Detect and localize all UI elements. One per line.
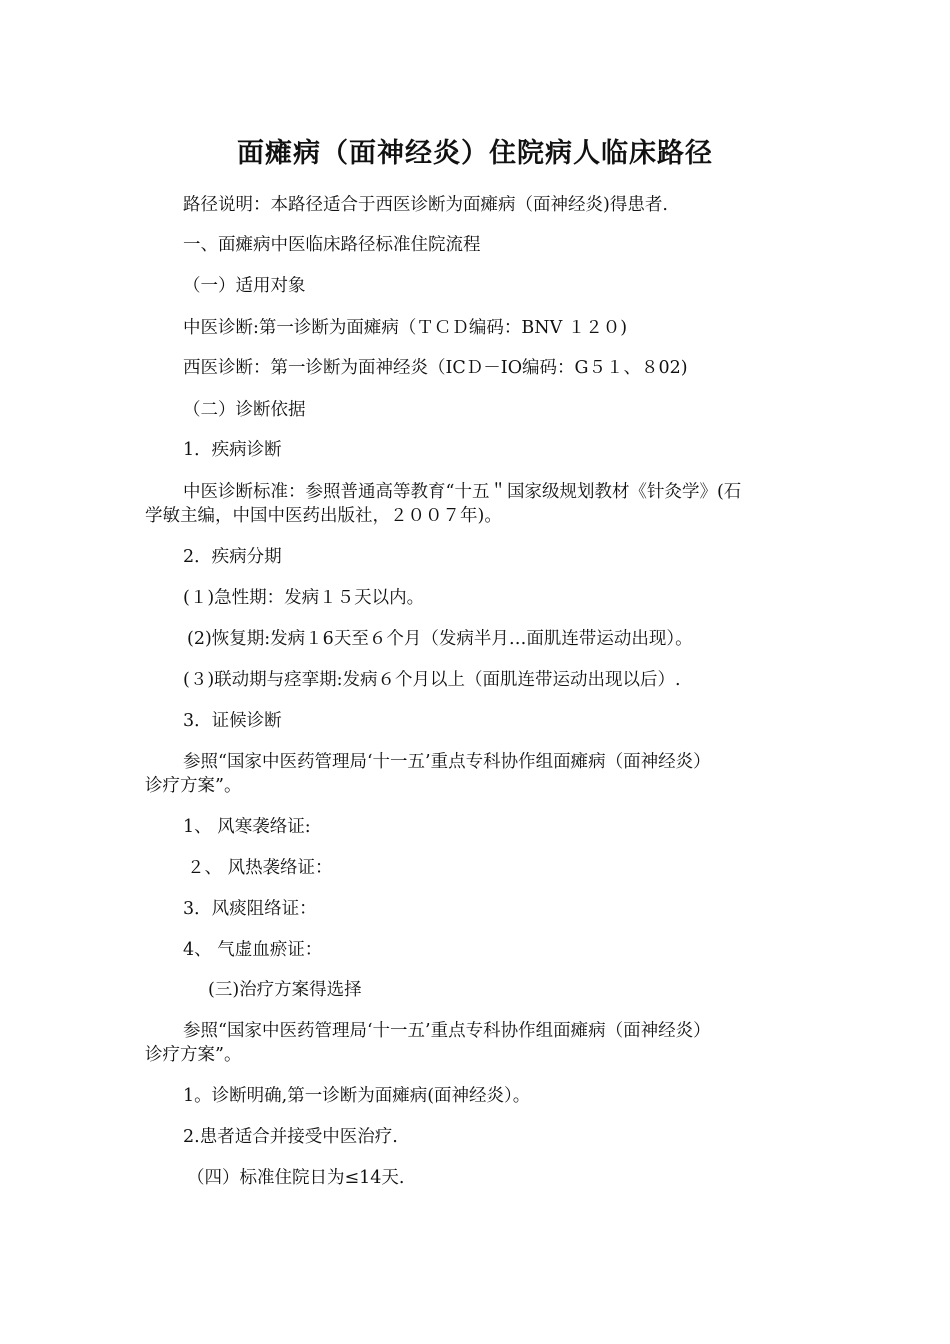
- paragraph-tcm-standard-line2: 学敏主编，中国中医药出版社，２００７年)。: [145, 506, 502, 526]
- paragraph-western-diagnosis: 西医诊断：第一诊断为面神经炎（ICＤ－IO编码：G５１、８02): [183, 358, 688, 378]
- treatment-item-2: 2.患者适合并接受中医治疗.: [183, 1127, 398, 1147]
- syndrome-item-3: 3．风痰阻络证：: [183, 899, 317, 919]
- document-title: 面瘫病（面神经炎）住院病人临床路径: [237, 138, 713, 169]
- paragraph-treatment-reference-line1: 参照“国家中医药管理局‘十一五’重点专科协作组面瘫病（面神经炎）: [183, 1021, 711, 1041]
- paragraph-reference-line1: 参照“国家中医药管理局‘十一五’重点专科协作组面瘫病（面神经炎）: [183, 752, 711, 772]
- paragraph-treatment-reference-line2: 诊疗方案”。: [145, 1045, 242, 1065]
- paragraph-reference-line2: 诊疗方案”。: [145, 776, 242, 796]
- item-disease-staging: 2．疾病分期: [183, 547, 282, 567]
- section-heading-1: 一、面瘫病中医临床路径标准住院流程: [183, 235, 481, 255]
- paragraph-path-description: 路径说明：本路径适合于西医诊断为面瘫病（面神经炎)得患者.: [183, 195, 668, 215]
- item-recovery-stage: (2)恢复期:发病１6天至６个月（发病半月…面肌连带运动出现）。: [187, 629, 693, 649]
- subsection-heading-stay: （四）标准住院日为≤14天.: [187, 1168, 405, 1188]
- subsection-heading-applicable: （一）适用对象: [183, 276, 306, 296]
- item-disease-diagnosis: 1．疾病诊断: [183, 440, 282, 460]
- syndrome-item-2: ２、 风热袭络证：: [187, 858, 333, 878]
- subsection-heading-treatment: (三)治疗方案得选择: [208, 980, 362, 1000]
- paragraph-tcm-standard-line1: 中医诊断标准：参照普通高等教育“十五＂国家级规划教材《针灸学》(石: [183, 482, 742, 502]
- syndrome-item-1: 1、 风寒袭络证:: [183, 817, 311, 837]
- paragraph-tcm-diagnosis: 中医诊断:第一诊断为面瘫病（ＴＣＤ编码：BNV １２０): [183, 318, 628, 338]
- subsection-heading-basis: （二）诊断依据: [183, 400, 306, 420]
- item-linkage-stage: (３)联动期与痉挛期:发病６个月以上（面肌连带运动出现以后）.: [183, 670, 681, 690]
- syndrome-item-4: 4、 气虚血瘀证：: [183, 940, 323, 960]
- item-syndrome-diagnosis: 3．证候诊断: [183, 711, 282, 731]
- treatment-item-1: 1。诊断明确,第一诊断为面瘫病(面神经炎）。: [183, 1086, 531, 1106]
- item-acute-stage: (１)急性期：发病１５天以内。: [183, 588, 425, 608]
